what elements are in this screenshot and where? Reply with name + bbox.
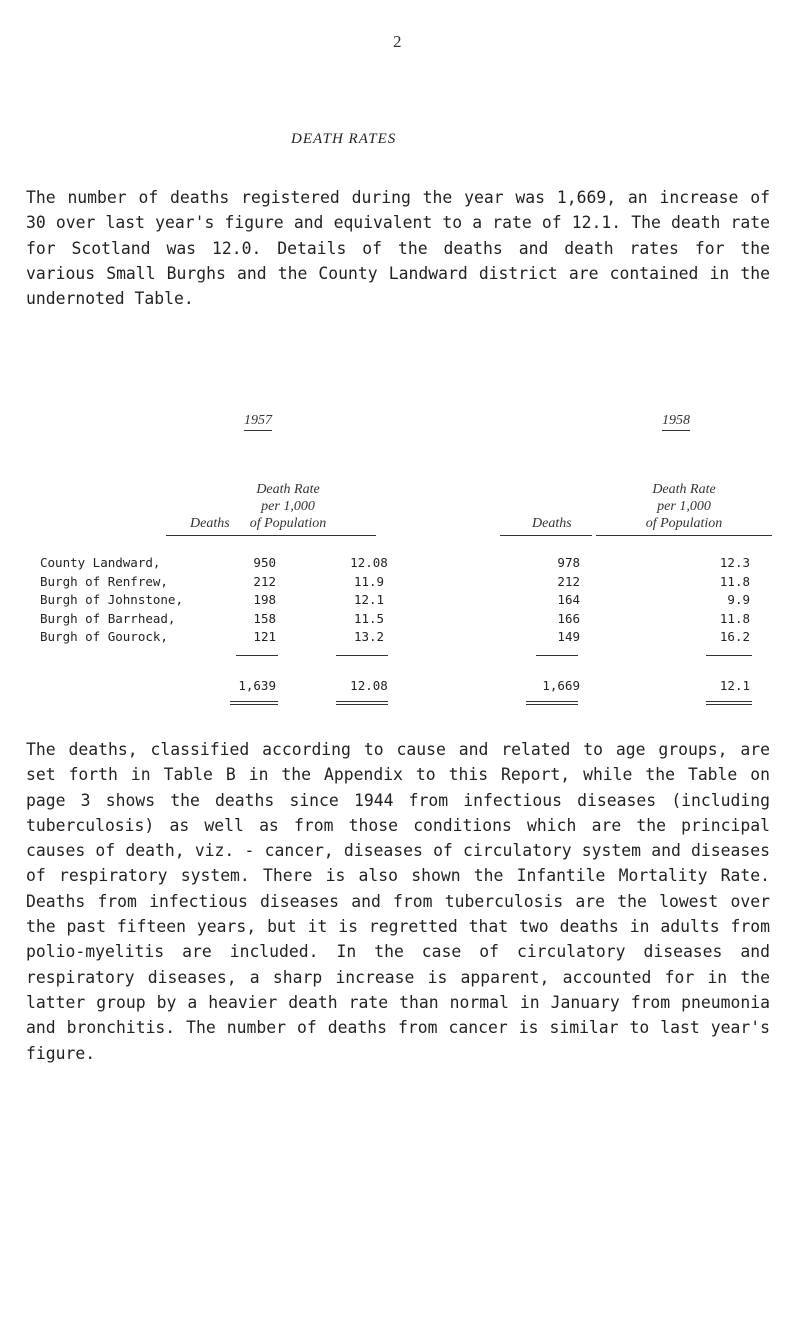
subtotal-rule bbox=[536, 655, 578, 656]
year-1957-header: 1957 bbox=[244, 413, 272, 431]
table-row bbox=[40, 574, 780, 593]
header-rule bbox=[166, 535, 278, 536]
rate-header-line2: per 1,000 bbox=[261, 499, 315, 514]
death-rate-1958-header bbox=[596, 481, 772, 536]
rate-1958: 11.8 bbox=[719, 610, 750, 626]
page-number: 2 bbox=[393, 32, 402, 51]
rate-1957: 12.1 bbox=[353, 592, 385, 608]
intro-paragraph: The number of deaths registered during the year was 1,669, an increase of 30 over last year's figure and equivalent to a rate of 12.1. The death rate for Scotland was 12.0. Details of the deaths and death rates for the various Small Burghs and the County Landward district are contained in the undernoted Table. bbox=[26, 188, 770, 309]
area-name: Burgh of Johnstone, bbox=[40, 592, 183, 608]
total-rate-1958: 12.1 bbox=[719, 678, 750, 693]
deaths-1958: 166 bbox=[557, 610, 580, 626]
deaths-1958: 212 bbox=[557, 573, 580, 589]
total-deaths-1958: 1,669 bbox=[542, 678, 580, 693]
deaths-1958: 164 bbox=[557, 592, 580, 608]
total-double-rule bbox=[706, 701, 752, 705]
total-double-rule bbox=[336, 701, 388, 705]
area-name: Burgh of Gourock, bbox=[40, 629, 168, 645]
total-double-rule bbox=[526, 701, 578, 705]
deaths-1958: 149 bbox=[557, 629, 580, 645]
year-1958-header: 1958 bbox=[662, 413, 690, 431]
rate-1958: 12.3 bbox=[719, 555, 750, 570]
area-name: Burgh of Renfrew, bbox=[40, 573, 168, 589]
subtotal-rule bbox=[706, 655, 752, 656]
rate-1957: 13.2 bbox=[353, 629, 385, 645]
total-deaths-1957: 1,639 bbox=[238, 678, 276, 693]
rate-1958: 9.9 bbox=[727, 592, 750, 608]
rate-1957: 11.5 bbox=[353, 610, 385, 626]
rate-header-line3: of Population bbox=[200, 515, 376, 536]
rate-header-line1: Death Rate bbox=[256, 482, 320, 497]
header-rule bbox=[500, 535, 592, 536]
deaths-1958-header: Deaths bbox=[532, 516, 572, 531]
rate-1957: 11.9 bbox=[353, 573, 385, 589]
rate-header-line1: Death Rate bbox=[652, 482, 716, 497]
rate-1957: 12.08 bbox=[350, 555, 388, 570]
deaths-1957: 198 bbox=[253, 592, 276, 608]
rate-1958: 16.2 bbox=[719, 629, 750, 645]
deaths-1957: 950 bbox=[253, 555, 276, 570]
deaths-1957: 121 bbox=[253, 629, 276, 645]
table-row bbox=[40, 629, 780, 648]
totals-row bbox=[40, 678, 780, 696]
subtotal-rule bbox=[236, 655, 278, 656]
deaths-1957: 212 bbox=[253, 573, 276, 589]
area-name: Burgh of Barrhead, bbox=[40, 610, 176, 626]
area-name: County Landward, bbox=[40, 555, 161, 570]
page-heading: DEATH RATES bbox=[291, 131, 397, 147]
table-row bbox=[40, 592, 780, 611]
table-row bbox=[40, 611, 780, 630]
rate-header-line2: per 1,000 bbox=[657, 499, 711, 514]
table-row bbox=[40, 555, 780, 574]
deaths-1957-header: Deaths bbox=[190, 516, 230, 531]
closing-paragraph: The deaths, classified according to cause and related to age groups, are set forth in Table B in the Appendix to this Report, while the Table on page 3 shows the deaths since 1944 from infectious diseases (including tuberculosis) as well as from those conditions which are the principal causes of death, viz. - cancer, diseases of circulatory system and diseases of respiratory system. There is also shown the Infantile Mortality Rate. Deaths from infectious diseases and from tuberculosis are the lowest over the past fifteen years, but it is regretted that two deaths in adults from polio-myelitis are included. In the case of circulatory diseases and respiratory diseases, a sharp increase is apparent, accounted for in the latter group by a heavier death rate than normal in January from pneumonia and bronchitis. The number of deaths from cancer is similar to last year's figure. bbox=[26, 740, 770, 1063]
total-double-rule bbox=[230, 701, 278, 705]
deaths-1957: 158 bbox=[253, 610, 276, 626]
deaths-1958: 978 bbox=[557, 555, 580, 570]
rate-1958: 11.8 bbox=[719, 573, 750, 589]
death-rates-table bbox=[40, 555, 780, 648]
rate-header-line3: of Population bbox=[596, 515, 772, 536]
total-rate-1957: 12.08 bbox=[350, 678, 388, 693]
subtotal-rule bbox=[336, 655, 388, 656]
